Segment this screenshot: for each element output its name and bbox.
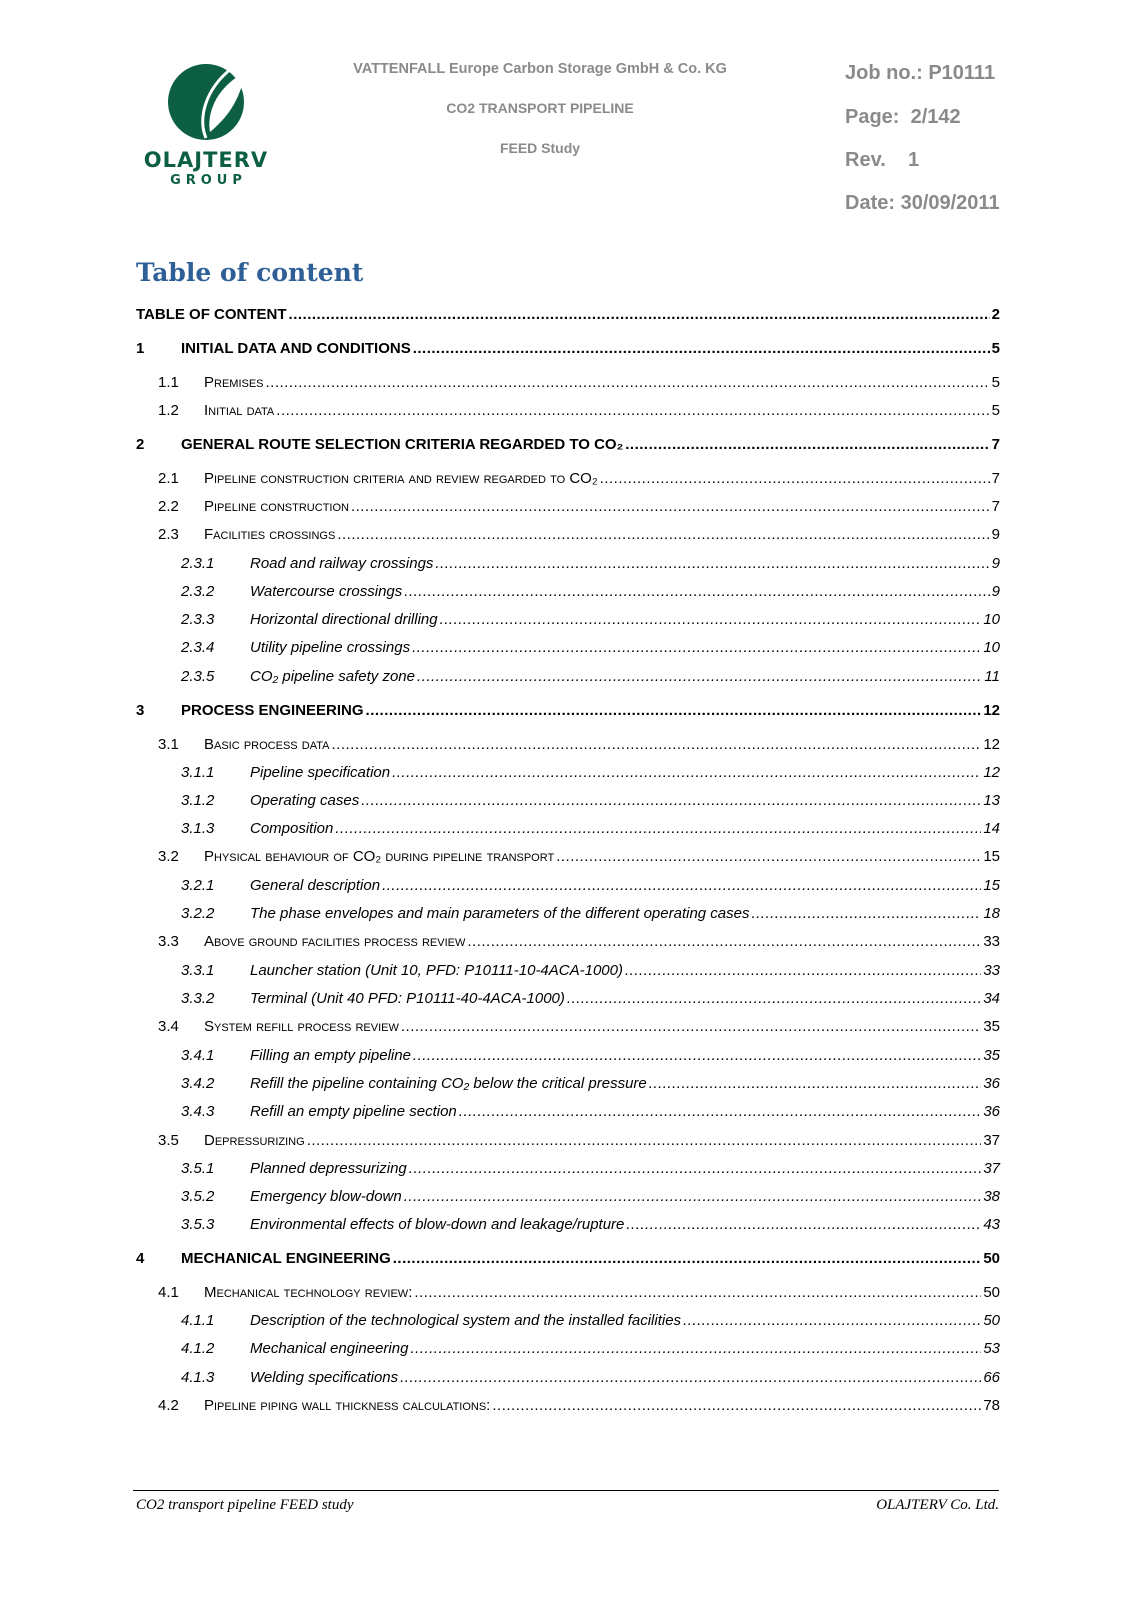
page-number: Page: 2/142 (845, 106, 961, 128)
toc-entry-line (181, 1248, 1000, 1270)
toc-entry-page: 78 (983, 1397, 1000, 1414)
toc-leader-dots (413, 1045, 981, 1067)
toc-entry-line (250, 609, 1000, 631)
toc-leader-dots (266, 372, 990, 394)
toc-entry-title: System refill process review (204, 1016, 399, 1038)
toc-leader-dots (332, 734, 982, 756)
toc-entry-number: 3.4 (158, 1018, 179, 1035)
toc-entry-title: The phase envelopes and main parameters of the different operating cases (250, 903, 749, 925)
toc-entry[interactable] (0, 931, 1132, 953)
toc-entry-line (204, 496, 1000, 518)
toc-entry-number: 4.1.3 (181, 1369, 215, 1386)
toc-entry-title: Premises (204, 372, 264, 394)
toc-entry-number: 2.3 (158, 526, 179, 543)
toc-entry-title: Launcher station (Unit 10, PFD: P10111-10-4ACA-1000) (250, 960, 623, 982)
toc-entry[interactable] (0, 1073, 1132, 1095)
toc-entry[interactable] (0, 1282, 1132, 1304)
toc-entry-page: 35 (983, 1047, 1000, 1064)
toc-entry-title: Refill the pipeline containing CO₂ below the critical pressure (250, 1073, 647, 1095)
toc-entry-title: Operating cases (250, 790, 359, 812)
toc-entry-number: 4 (136, 1250, 145, 1267)
toc-entry-number: 2.3.5 (181, 668, 215, 685)
footer-document-name: CO2 transport pipeline FEED study (136, 1497, 354, 1513)
toc-entry-number: 2.3.4 (181, 639, 215, 656)
toc-leader-dots (409, 1158, 982, 1180)
toc-entry-title: Welding specifications (250, 1367, 398, 1389)
toc-leader-dots (335, 818, 981, 840)
toc-entry-line (250, 1310, 1000, 1332)
toc-entry[interactable] (0, 338, 1132, 360)
toc-entry-number: 2.3.2 (181, 583, 215, 600)
toc-entry[interactable] (0, 1214, 1132, 1236)
toc-leader-dots (366, 700, 982, 722)
toc-entry-title: Utility pipeline crossings (250, 637, 410, 659)
toc-entry-page: 66 (983, 1369, 1000, 1386)
toc-entry-number: 3.4.1 (181, 1047, 215, 1064)
toc-entry[interactable] (0, 700, 1132, 722)
toc-entry-page: 10 (983, 639, 1000, 656)
toc-entry-line (181, 338, 1000, 360)
toc-entry-line (250, 903, 1000, 925)
toc-leader-dots (410, 1338, 981, 1360)
toc-entry-page: 7 (991, 498, 1000, 515)
toc-entry-page: 37 (983, 1132, 1000, 1149)
toc-entry[interactable] (0, 1338, 1132, 1360)
toc-leader-dots (393, 1248, 982, 1270)
toc-entry-line (204, 372, 1000, 394)
toc-entry-line (181, 700, 1000, 722)
toc-entry[interactable] (0, 1130, 1132, 1152)
toc-entry-page: 10 (983, 611, 1000, 628)
toc-entry-number: 3.5.2 (181, 1188, 215, 1205)
toc-entry-title: Watercourse crossings (250, 581, 402, 603)
toc-entry-line (250, 988, 1000, 1010)
toc-leader-dots (401, 1016, 981, 1038)
toc-entry-page: 50 (983, 1284, 1000, 1301)
toc-entry[interactable] (0, 581, 1132, 603)
toc-entry-line (250, 637, 1000, 659)
toc-entry-page: 35 (983, 1018, 1000, 1035)
toc-entry-number: 4.1.1 (181, 1312, 215, 1329)
toc-entry-title: Physical behaviour of CO₂ during pipeline transport (204, 846, 554, 868)
toc-entry-number: 3.2.2 (181, 905, 215, 922)
toc-entry-page: 5 (991, 340, 1000, 357)
toc-entry-number: 2.2 (158, 498, 179, 515)
toc-entry-page: 38 (983, 1188, 1000, 1205)
toc-entry-line (250, 1101, 1000, 1123)
toc-entry-title: Road and railway crossings (250, 553, 433, 575)
toc-entry[interactable] (0, 790, 1132, 812)
toc-entry-page: 33 (983, 933, 1000, 950)
toc-entry[interactable] (0, 1158, 1132, 1180)
toc-entry[interactable] (0, 496, 1132, 518)
toc-entry-number: 3.1.1 (181, 764, 215, 781)
toc-entry[interactable] (0, 903, 1132, 925)
toc-entry[interactable] (0, 1186, 1132, 1208)
logo-group: GROUP (170, 173, 247, 188)
toc-leader-dots (751, 903, 981, 925)
toc-entry[interactable] (0, 846, 1132, 868)
toc-entry-page: 9 (991, 526, 1000, 543)
toc-entry-line (204, 734, 1000, 756)
toc-leader-dots (337, 524, 989, 546)
toc-entry-page: 53 (983, 1340, 1000, 1357)
toc-entry-title: TABLE OF CONTENT (136, 304, 287, 326)
toc-entry-page: 36 (983, 1103, 1000, 1120)
toc-entry-page: 2 (991, 306, 1000, 323)
toc-entry-line (204, 931, 1000, 953)
toc-entry-line (250, 581, 1000, 603)
toc-entry-page: 37 (983, 1160, 1000, 1177)
toc-entry-line (204, 846, 1000, 868)
logo-name: OLAJTERV (143, 148, 269, 172)
toc-entry-title: Pipeline specification (250, 762, 390, 784)
toc-entry-number: 3.3.1 (181, 962, 215, 979)
toc-entry-title: Emergency blow-down (250, 1186, 402, 1208)
toc-entry[interactable] (0, 524, 1132, 546)
toc-entry-number: 3.5 (158, 1132, 179, 1149)
toc-leader-dots (459, 1101, 982, 1123)
toc-entry-number: 2.1 (158, 470, 179, 487)
toc-leader-dots (649, 1073, 982, 1095)
toc-entry-line (204, 468, 1000, 490)
toc-entry-title: Description of the technological system and the installed facilities (250, 1310, 681, 1332)
toc-entry-page: 9 (991, 583, 1000, 600)
toc-leader-dots (683, 1310, 981, 1332)
toc-entry-number: 3.5.1 (181, 1160, 215, 1177)
toc-entry-line (250, 818, 1000, 840)
toc-leader-dots (361, 790, 981, 812)
toc-entry[interactable] (0, 400, 1132, 422)
toc-entry[interactable] (0, 818, 1132, 840)
toc-entry[interactable] (0, 875, 1132, 897)
toc-entry-line (250, 1158, 1000, 1180)
toc-leader-dots (492, 1395, 981, 1417)
toc-entry-number: 4.1.2 (181, 1340, 215, 1357)
toc-entry-number: 2 (136, 436, 145, 453)
toc-leader-dots (414, 1282, 981, 1304)
toc-leader-dots (567, 988, 981, 1010)
toc-entry-page: 14 (983, 820, 1000, 837)
toc-entry-title: CO₂ pipeline safety zone (250, 666, 415, 688)
toc-leader-dots (626, 1214, 981, 1236)
toc-entry-page: 34 (983, 990, 1000, 1007)
toc-leader-dots (625, 434, 989, 456)
toc-entry[interactable] (0, 960, 1132, 982)
toc-entry-line (136, 304, 1000, 326)
toc-entry-number: 2.3.3 (181, 611, 215, 628)
toc-leader-dots (556, 846, 981, 868)
toc-entry-page: 7 (991, 470, 1000, 487)
toc-entry-number: 3.2.1 (181, 877, 215, 894)
toc-entry-line (250, 1045, 1000, 1067)
toc-entry-page: 50 (983, 1312, 1000, 1329)
toc-entry[interactable] (0, 553, 1132, 575)
toc-leader-dots (417, 666, 982, 688)
toc-leader-dots (392, 762, 981, 784)
toc-entry-number: 3.1 (158, 736, 179, 753)
toc-entry-page: 18 (983, 905, 1000, 922)
toc-entry-title: Basic process data (204, 734, 330, 756)
toc-entry-title: Facilities crossings (204, 524, 335, 546)
toc-entry-number: 3.1.3 (181, 820, 215, 837)
toc-entry[interactable] (0, 372, 1132, 394)
toc-entry[interactable] (0, 988, 1132, 1010)
toc-entry-line (204, 1282, 1000, 1304)
page-title: Table of content (136, 258, 364, 287)
toc-entry[interactable] (0, 1101, 1132, 1123)
toc-entry-number: 4.2 (158, 1397, 179, 1414)
toc-leader-dots (382, 875, 981, 897)
toc-entry-title: Pipeline piping wall thickness calculations: (204, 1395, 490, 1417)
toc-entry-page: 5 (991, 402, 1000, 419)
toc-entry[interactable] (0, 734, 1132, 756)
toc-entry-line (181, 434, 1000, 456)
toc-entry-line (204, 1395, 1000, 1417)
toc-entry-line (250, 1186, 1000, 1208)
toc-entry-line (204, 524, 1000, 546)
toc-entry-title: Composition (250, 818, 333, 840)
toc-entry-number: 1.2 (158, 402, 179, 419)
toc-leader-dots (307, 1130, 982, 1152)
toc-entry[interactable] (0, 1310, 1132, 1332)
toc-leader-dots (351, 496, 990, 518)
footer-company: OLAJTERV Co. Ltd. (876, 1497, 999, 1513)
toc-entry-page: 12 (983, 764, 1000, 781)
toc-entry-line (204, 400, 1000, 422)
document-date: Date: 30/09/2011 (845, 192, 1000, 214)
toc-entry-number: 3.3.2 (181, 990, 215, 1007)
toc-entry-number: 3.2 (158, 848, 179, 865)
toc-entry-page: 5 (991, 374, 1000, 391)
toc-entry-page: 15 (983, 877, 1000, 894)
toc-entry-title: Pipeline construction criteria and review regarded to CO₂ (204, 468, 598, 490)
toc-entry-number: 1.1 (158, 374, 179, 391)
study-name: FEED Study (499, 140, 581, 156)
toc-entry-title: Horizontal directional drilling (250, 609, 438, 631)
toc-entry-title: Above ground facilities process review (204, 931, 465, 953)
toc-entry-number: 2.3.1 (181, 555, 215, 572)
toc-entry-title: Mechanical engineering (250, 1338, 408, 1360)
toc-entry-number: 3.3 (158, 933, 179, 950)
company-name: VATTENFALL Europe Carbon Storage GmbH & Co. KG (353, 61, 727, 77)
toc-entry[interactable] (0, 666, 1132, 688)
toc-entry-title: Refill an empty pipeline section (250, 1101, 457, 1123)
toc-entry[interactable] (0, 637, 1132, 659)
toc-entry-line (250, 960, 1000, 982)
toc-entry-number: 3 (136, 702, 145, 719)
toc-entry-page: 13 (983, 792, 1000, 809)
toc-entry-title: INITIAL DATA AND CONDITIONS (181, 338, 411, 360)
toc-leader-dots (289, 304, 990, 326)
toc-leader-dots (404, 581, 989, 603)
revision: Rev. 1 (845, 149, 920, 171)
toc-entry-number: 1 (136, 340, 145, 357)
toc-entry-page: 43 (983, 1216, 1000, 1233)
toc-entry-title: GENERAL ROUTE SELECTION CRITERIA REGARDED TO CO₂ (181, 434, 623, 456)
toc-entry[interactable] (0, 1016, 1132, 1038)
toc-entry-title: Terminal (Unit 40 PFD: P10111-40-4ACA-1000) (250, 988, 565, 1010)
toc-entry-number: 4.1 (158, 1284, 179, 1301)
toc-leader-dots (440, 609, 982, 631)
toc-entry-title: General description (250, 875, 380, 897)
toc-entry-title: Initial data (204, 400, 274, 422)
toc-entry-number: 3.5.3 (181, 1216, 215, 1233)
toc-entry-page: 36 (983, 1075, 1000, 1092)
toc-entry[interactable] (0, 434, 1132, 456)
toc-entry-page: 33 (983, 962, 1000, 979)
footer-divider (133, 1490, 999, 1491)
toc-entry-title: PROCESS ENGINEERING (181, 700, 364, 722)
toc-entry-line (204, 1016, 1000, 1038)
toc-entry[interactable] (0, 1045, 1132, 1067)
toc-entry-number: 3.4.2 (181, 1075, 215, 1092)
toc-leader-dots (413, 338, 990, 360)
toc-entry[interactable] (0, 762, 1132, 784)
toc-entry-number: 3.1.2 (181, 792, 215, 809)
toc-entry-title: MECHANICAL ENGINEERING (181, 1248, 391, 1270)
toc-entry[interactable] (0, 1248, 1132, 1270)
toc-entry[interactable] (0, 304, 1132, 326)
toc-entry-line (250, 1214, 1000, 1236)
toc-entry-title: Filling an empty pipeline (250, 1045, 411, 1067)
toc-entry-title: Pipeline construction (204, 496, 349, 518)
toc-leader-dots (600, 468, 990, 490)
project-name: CO2 TRANSPORT PIPELINE (446, 100, 634, 116)
toc-leader-dots (412, 637, 981, 659)
toc-entry[interactable] (0, 609, 1132, 631)
toc-entry-number: 3.4.3 (181, 1103, 215, 1120)
toc-leader-dots (400, 1367, 981, 1389)
toc-entry-page: 9 (991, 555, 1000, 572)
toc-leader-dots (467, 931, 981, 953)
toc-entry-title: Environmental effects of blow-down and leakage/rupture (250, 1214, 624, 1236)
toc-leader-dots (276, 400, 989, 422)
toc-entry-page: 7 (991, 436, 1000, 453)
toc-entry[interactable] (0, 468, 1132, 490)
toc-entry-line (250, 762, 1000, 784)
toc-entry-line (250, 553, 1000, 575)
toc-entry-title: Depressurizing (204, 1130, 305, 1152)
toc-entry-line (250, 666, 1000, 688)
job-number: Job no.: P10111 (845, 62, 996, 84)
toc-entry-line (250, 1367, 1000, 1389)
toc-entry-title: Mechanical technology review: (204, 1282, 412, 1304)
toc-entry-page: 11 (984, 668, 1000, 685)
toc-leader-dots (435, 553, 989, 575)
toc-entry-line (250, 875, 1000, 897)
toc-entry-line (204, 1130, 1000, 1152)
toc-entry[interactable] (0, 1367, 1132, 1389)
toc-entry-page: 50 (983, 1250, 1000, 1267)
toc-entry-line (250, 1073, 1000, 1095)
toc-entry-line (250, 1338, 1000, 1360)
toc-entry-line (250, 790, 1000, 812)
toc-entry[interactable] (0, 1395, 1132, 1417)
toc-entry-page: 15 (983, 848, 1000, 865)
toc-entry-title: Planned depressurizing (250, 1158, 407, 1180)
toc-leader-dots (625, 960, 981, 982)
toc-leader-dots (404, 1186, 982, 1208)
toc-entry-page: 12 (983, 736, 1000, 753)
toc-entry-page: 12 (983, 702, 1000, 719)
